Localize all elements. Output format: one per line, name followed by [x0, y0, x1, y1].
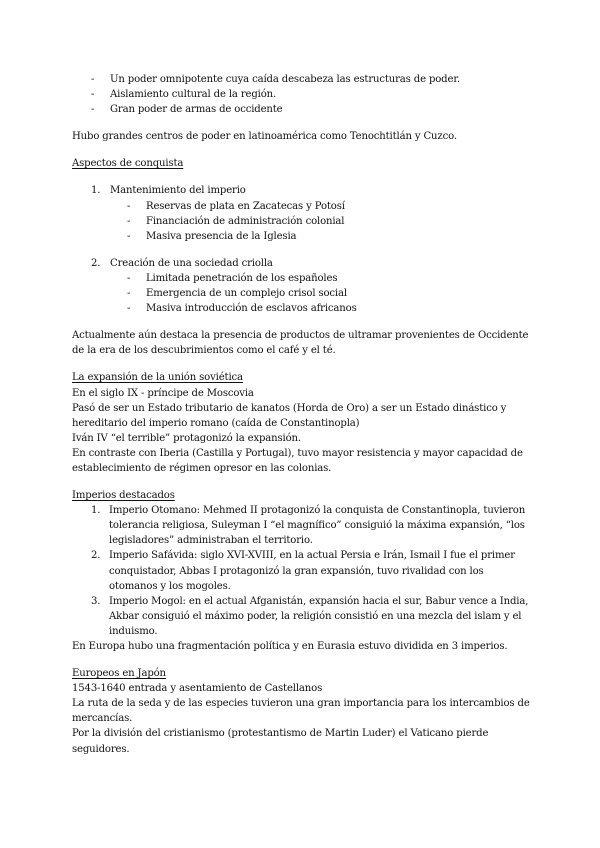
list-number: 1. [91, 185, 101, 197]
list-item [72, 102, 532, 117]
list-number: 2. [91, 550, 101, 562]
imperios-closing: En Europa hubo una fragmentación política y en Eurasia estuvo dividida en 3 imperios. [72, 641, 508, 652]
paragraph-line: 1543-1640 entrada y asentamiento de Castellanos [72, 683, 323, 695]
list-item-line: legisladores” administraban el territorio. [109, 535, 313, 547]
list-item [72, 72, 532, 87]
imperios-list [72, 503, 532, 639]
document-page [72, 72, 532, 757]
bullet-dash: - [127, 272, 131, 284]
list-item-text: Gran poder de armas de occidente [110, 104, 283, 116]
centros-paragraph: Hubo grandes centros de poder en latinoamérica como Tenochtitlán y Cuzco. [72, 131, 457, 143]
list-item-text: Un poder omnipotente cuya caída descabeza las estructuras de poder. [110, 74, 460, 85]
sub-list-item-text: Emergencia de un complejo crisol social [146, 288, 347, 300]
list-item [72, 548, 532, 593]
list-item [72, 503, 532, 548]
paragraph-line: La ruta de la seda y de las especies tuvieron una gran importancia para los intercambios de [72, 698, 530, 710]
paragraph-line: hereditario del imperio romano (caída de Constantinopla) [72, 417, 360, 429]
sub-list-item-text: Masiva presencia de la Iglesia [146, 230, 297, 242]
list-item-text: Mantenimiento del imperio [110, 185, 246, 197]
list-number: 3. [91, 595, 101, 607]
paragraph-line: Por la división del cristianismo (protestantismo de Martin Luder) el Vaticano pierde [72, 728, 489, 740]
section-heading-europeos: Europeos en Japón [72, 668, 166, 680]
sub-list-item [72, 271, 532, 286]
list-item-line: otomanos y los mogoles. [109, 580, 231, 592]
sub-list-item-text: Financiación de administración colonial [146, 215, 345, 227]
sub-list-item [72, 286, 532, 301]
paragraph-line: En el siglo IX - príncipe de Moscovia [72, 387, 254, 399]
list-item-text: Creación de una sociedad criolla [110, 257, 273, 269]
section-heading-imperios: Imperios destacados [72, 490, 175, 502]
list-item-line: Akbar consiguió el máximo poder, la religión consistió en una mezcla del islam y el [109, 610, 522, 622]
list-item [72, 256, 532, 271]
sub-list-item [72, 301, 532, 316]
list-item-line: Imperio Otomano: Mehmed II protagonizó la conquista de Constantinopla, tuvieron [109, 505, 526, 517]
bullet-dash: - [127, 215, 131, 227]
bullet-dash: - [127, 200, 131, 212]
list-item [72, 183, 532, 198]
sub-list-item [72, 214, 532, 229]
bullet-dash: - [127, 230, 131, 242]
list-item [72, 87, 532, 102]
paragraph-line: seguidores. [72, 743, 130, 755]
paragraph-line: En contraste con Iberia (Castilla y Portugal), tuvo mayor resistencia y mayor capacidad de [72, 447, 523, 459]
sub-list-item [72, 199, 532, 214]
list-item-line: induismo. [109, 625, 158, 637]
aspectos-item [72, 256, 532, 316]
list-item-line: conquistador, Abbas I protagonizó la gran expansión, tuvo rivalidad con los [109, 565, 484, 577]
bullet-dash: - [91, 104, 95, 116]
bullet-dash: - [127, 288, 131, 300]
aspectos-item [72, 183, 532, 243]
list-item-line: Imperio Mogol: en el actual Afganistán, expansión hacia el sur, Babur vence a India, [109, 595, 529, 607]
sub-list-item-text: Reservas de plata en Zacatecas y Potosí [146, 200, 345, 212]
section-heading-sovietica: La expansión de la unión soviética [72, 372, 243, 384]
actualmente-paragraph [72, 328, 532, 358]
paragraph-line: Actualmente aún destaca la presencia de productos de ultramar provenientes de Occidente [72, 330, 529, 342]
list-number: 2. [91, 257, 101, 269]
intro-bullet-list [72, 72, 532, 117]
paragraph-line: de la era de los descubrimientos como el café y el té. [72, 345, 336, 357]
bullet-dash: - [91, 89, 95, 101]
sub-list-item [72, 229, 532, 244]
list-number: 1. [91, 505, 101, 517]
list-item-line: Imperio Safávida: siglo XVI-XVIII, en la actual Persia e Irán, Ismail I fue el primer [109, 550, 515, 562]
sovietica-paragraph [72, 386, 532, 477]
sub-list-item-text: Limitada penetración de los españoles [146, 272, 338, 284]
paragraph-line: establecimiento de régimen opresor en las colonias. [72, 462, 332, 474]
sub-list-item-text: Masiva introducción de esclavos africanos [146, 303, 357, 315]
paragraph-line: Iván IV “el terrible” protagonizó la expansión. [72, 432, 301, 444]
list-item-text: Aislamiento cultural de la región. [110, 89, 277, 101]
paragraph-line: Pasó de ser un Estado tributario de kanatos (Horda de Oro) a ser un Estado dinástico y [72, 402, 507, 414]
list-item [72, 594, 532, 639]
europeos-paragraph [72, 681, 532, 756]
paragraph-line: mercancías. [72, 713, 133, 725]
section-heading-aspectos: Aspectos de conquista [72, 158, 184, 170]
list-item-line: tolerancia religiosa, Suleyman I “el magnífico” consiguió la máxima expansión, “los [109, 520, 525, 532]
bullet-dash: - [127, 303, 131, 315]
bullet-dash: - [91, 74, 95, 85]
